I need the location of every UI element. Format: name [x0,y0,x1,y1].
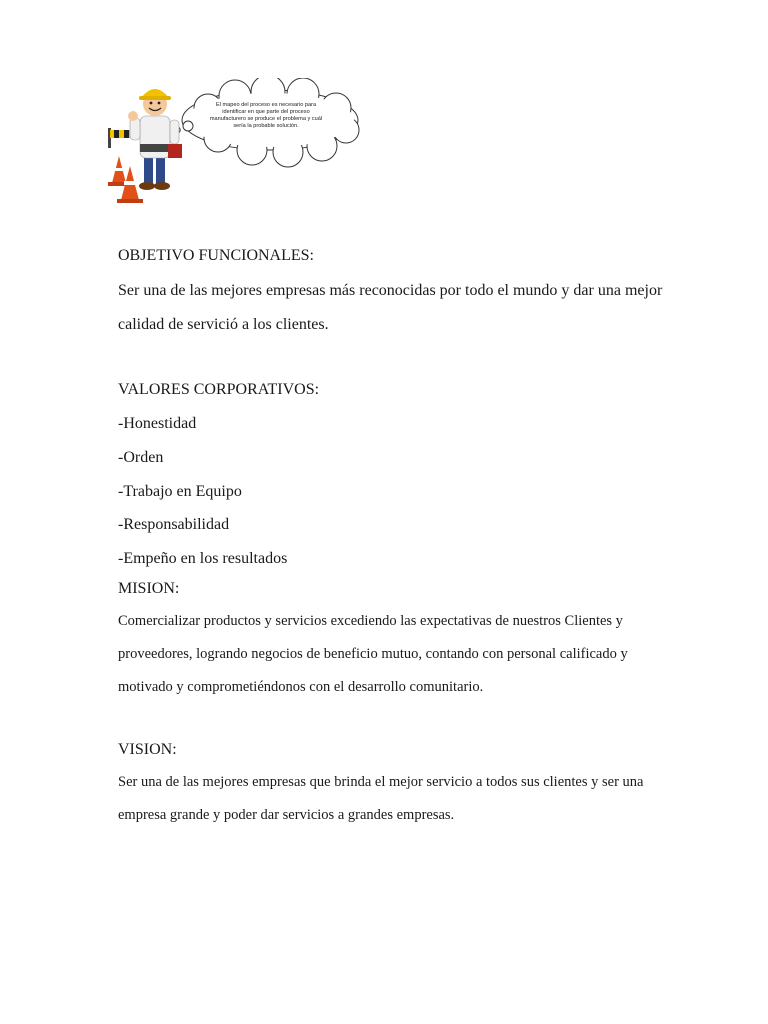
valores-item: -Orden [118,449,164,466]
valores-item: -Honestidad [118,415,197,432]
objetivo-line: calidad de servició a los clientes. [118,316,329,333]
mision-line: Comercializar productos y servicios excediendo las expectativas de nuestros Clientes y [118,613,623,629]
valores-item: -Responsabilidad [118,516,230,533]
construction-worker-icon [100,78,370,213]
objetivo-line: Ser una de las mejores empresas más reconocidas por todo el mundo y dar una mejor [118,282,663,299]
vision-heading: VISION: [118,741,177,758]
valores-item: -Trabajo en Equipo [118,483,242,500]
thought-bubble-text: El mapeo del proceso es necesario para identificar en que parte del proceso manufacturero se produce el problema y cuál sería la probable solución. [209,102,323,129]
vision-line: empresa grande y poder dar servicios a grandes empresas. [118,807,455,823]
mision-heading: MISION: [118,580,180,597]
objetivo-heading: OBJETIVO FUNCIONALES: [118,247,314,264]
worker [128,89,182,190]
mision-line: motivado y comprometiéndonos con el desarrollo comunitario. [118,679,484,695]
valores-item: -Empeño en los resultados [118,550,288,567]
mision-line: proveedores, logrando negocios de beneficio mutuo, contando con personal calificado y [118,646,628,662]
valores-heading: VALORES CORPORATIVOS: [118,381,320,398]
traffic-cone-icon [108,156,143,203]
vision-line: Ser una de las mejores empresas que brinda el mejor servicio a todos sus clientes y ser una [118,774,644,790]
